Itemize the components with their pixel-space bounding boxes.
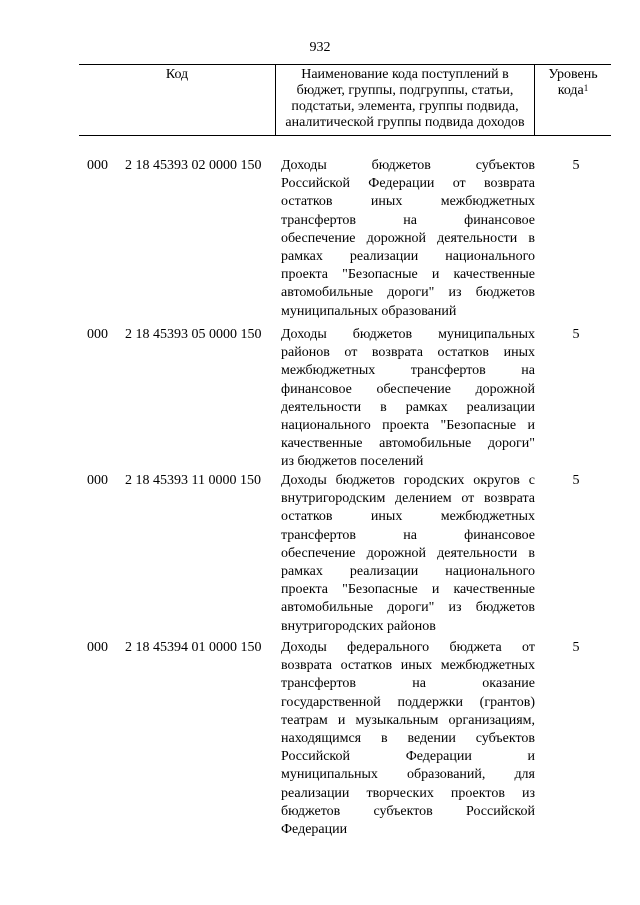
header-level-line xyxy=(535,83,611,99)
revenue-name-line: из бюджетов поселений xyxy=(281,454,424,470)
revenue-code: 2 18 45393 11 0000 150 xyxy=(125,473,261,488)
revenue-name-line: автомобильные дороги" из бюджетов xyxy=(281,285,535,301)
revenue-name-line: реализации творческих проектов из xyxy=(281,785,535,801)
header-level-word: кода xyxy=(557,83,584,98)
revenue-code: 2 18 45393 05 0000 150 xyxy=(125,327,262,342)
revenue-name-line: межбюджетных трансфертов на xyxy=(281,363,535,379)
revenue-name-line: Российской Федерации от возврата xyxy=(281,176,535,192)
code-level: 5 xyxy=(572,473,580,488)
admin-code: 000 xyxy=(87,640,108,655)
revenue-name-line: внутригородских районов xyxy=(281,618,436,634)
revenue-name-line: обеспечение дорожной деятельности в xyxy=(281,230,535,246)
header-name-line: аналитической группы подвида доходов xyxy=(285,115,525,130)
revenue-name xyxy=(281,326,535,472)
revenue-name-line: национального проекта "Безопасные и xyxy=(281,417,535,433)
revenue-name-line: проекта "Безопасные и качественные xyxy=(281,267,535,283)
revenue-name-line: рамках реализации национального xyxy=(281,248,535,264)
revenue-name-line: Доходы бюджетов муниципальных xyxy=(281,327,535,342)
revenue-name-line: автомобильные дороги" из бюджетов xyxy=(281,600,535,616)
revenue-name-line: театрам и музыкальным организациям, xyxy=(281,712,535,728)
revenue-name-line: районов от возврата остатков иных xyxy=(281,345,535,361)
header-name-line: Наименование кода поступлений в xyxy=(301,67,509,82)
header-code: Код xyxy=(165,67,189,82)
revenue-name-line: рамках реализации национального xyxy=(281,563,535,579)
admin-code: 000 xyxy=(87,327,108,342)
revenue-name xyxy=(281,472,535,636)
revenue-name-line: остатков иных межбюджетных xyxy=(281,194,535,210)
revenue-name-line: Доходы бюджетов городских округов с xyxy=(281,473,535,488)
revenue-name-line: муниципальных образований, для xyxy=(281,767,535,783)
footnote-marker: 1 xyxy=(583,83,589,93)
header-name-line: бюджет, группы, подгруппы, статьи, xyxy=(296,83,514,98)
revenue-name-line: Федерации xyxy=(281,821,348,837)
revenue-name-line: Доходы федерального бюджета от xyxy=(281,640,535,655)
page-number: 932 xyxy=(309,40,331,55)
header-name xyxy=(275,65,535,135)
header-name-line: подстатьи, элемента, группы подвида, xyxy=(291,99,519,114)
revenue-name-line: внутригородским делением от возврата xyxy=(281,491,535,507)
revenue-code: 2 18 45393 02 0000 150 xyxy=(125,158,262,173)
revenue-name-line: находящимся в ведении субъектов xyxy=(281,730,535,746)
revenue-name-line: бюджетов субъектов Российской xyxy=(281,803,535,819)
revenue-name-line: качественные автомобильные дороги" xyxy=(281,436,535,452)
admin-code: 000 xyxy=(87,158,108,173)
admin-code: 000 xyxy=(87,473,108,488)
revenue-name-line: возврата остатков иных межбюджетных xyxy=(281,658,535,674)
revenue-name-line: финансовое обеспечение дорожной xyxy=(281,381,535,397)
revenue-name-line: деятельности в рамках реализации xyxy=(281,399,535,415)
revenue-name-line: трансфертов на финансовое xyxy=(281,212,535,228)
revenue-code: 2 18 45394 01 0000 150 xyxy=(125,640,262,655)
table-header xyxy=(79,64,611,136)
revenue-name-line: проекта "Безопасные и качественные xyxy=(281,582,535,598)
code-level: 5 xyxy=(572,327,580,342)
revenue-name-line: трансфертов на финансовое xyxy=(281,527,535,543)
code-level: 5 xyxy=(572,640,580,655)
code-level: 5 xyxy=(572,158,580,173)
header-level-line: Уровень xyxy=(548,67,598,82)
revenue-name-line: трансфертов на оказание xyxy=(281,676,535,692)
revenue-name xyxy=(281,639,535,839)
header-level xyxy=(535,65,611,135)
revenue-name-line: Доходы бюджетов субъектов xyxy=(281,158,535,173)
revenue-name-line: муниципальных образований xyxy=(281,303,457,319)
revenue-name-line: остатков иных межбюджетных xyxy=(281,509,535,525)
revenue-name xyxy=(281,157,535,321)
revenue-name-line: Российской Федерации и xyxy=(281,749,535,765)
revenue-name-line: государственной поддержки (грантов) xyxy=(281,694,535,710)
revenue-name-line: обеспечение дорожной деятельности в xyxy=(281,545,535,561)
